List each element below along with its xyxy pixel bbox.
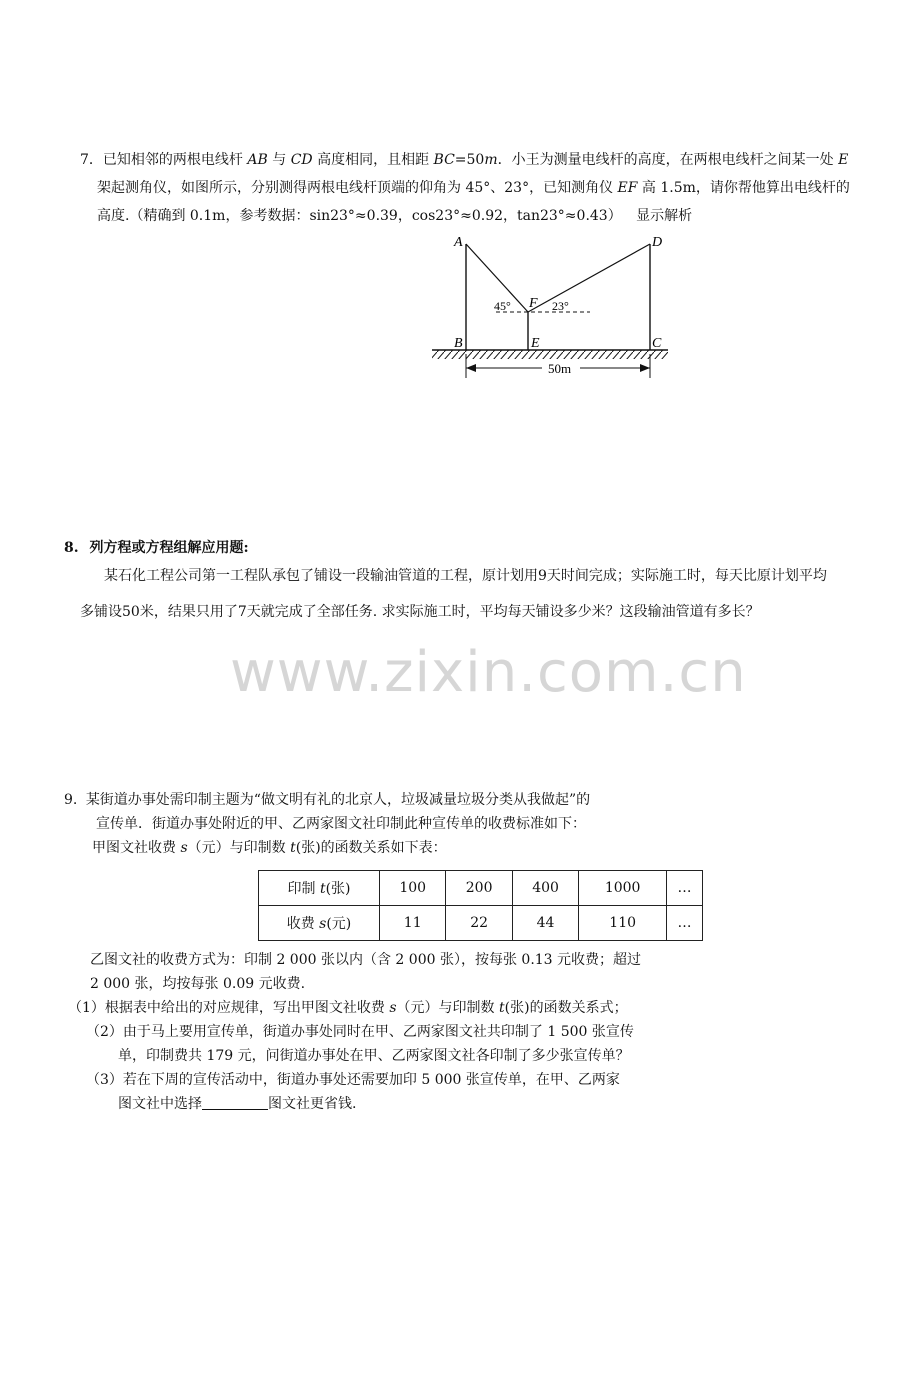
watermark: www.zixin.com.cn [230, 640, 747, 705]
q9-yi-line1: 乙图文社的收费方式为：印制 2 000 张以内（含 2 000 张），按每张 0.13 元收费；超过 [90, 952, 642, 968]
q7-number: 7． [80, 152, 103, 168]
q7-figure [430, 232, 680, 382]
q9-part1: （1）根据表中给出的对应规律，写出甲图文社收费 s（元）与印制数 t(张)的函数关系式； [68, 1000, 628, 1016]
label-d: D [652, 235, 663, 250]
table-cell: 22 [446, 906, 512, 941]
table-cell: 44 [512, 906, 578, 941]
table-header-cell: 收费 s(元) [259, 906, 380, 941]
label-f: F [529, 296, 538, 311]
table-cell: 110 [579, 906, 667, 941]
q9-line2: 宣传单．街道办事处附近的甲、乙两家图文社印制此种宣传单的收费标准如下： [96, 816, 586, 832]
table-cell: 11 [380, 906, 446, 941]
q8-heading [64, 538, 249, 558]
answer-blank[interactable] [202, 1095, 268, 1110]
arrow-left [466, 364, 476, 372]
q9-part3-line2: 图文社中选择 图文社更省钱. [118, 1096, 357, 1112]
table-row [259, 871, 703, 906]
q8-title: 列方程或方程组解应用题: [89, 540, 249, 556]
q9-line1: 9. 某街道办事处需印制主题为“做文明有礼的北京人，垃圾减量垃圾分类从我做起”的 [64, 792, 591, 808]
table-header-cell: 印制 t(张) [259, 871, 380, 906]
table-cell: 1000 [579, 871, 667, 906]
table-cell: 200 [446, 871, 512, 906]
table-cell: 100 [380, 871, 446, 906]
q9-yi-line2: 2 000 张，均按每张 0.09 元收费. [90, 976, 306, 992]
table-cell: 400 [512, 871, 578, 906]
angle-right-label: 23° [552, 299, 569, 313]
q7-line3: 高度.（精确到 0.1m，参考数据：sin23°≈0.39，cos23°≈0.92，tan23°≈0.43） 显示解析 [97, 208, 693, 224]
table-cell: … [667, 906, 703, 941]
q9-line3: 甲图文社收费 s（元）与印制数 t(张)的函数关系如下表： [92, 840, 447, 856]
q9-number: 9. [64, 792, 78, 808]
label-e: E [531, 336, 540, 351]
label-c: C [652, 336, 662, 351]
q9-part2-line1: （2）由于马上要用宣传单，街道办事处同时在甲、乙两家图文社共印制了 1 500 张宣传 [86, 1024, 634, 1040]
table-row [259, 906, 703, 941]
fee-table [258, 870, 703, 941]
q7-line2: 架起测角仪，如图所示，分别测得两根电线杆顶端的仰角为 45°、23°，已知测角仪 EF 高 1.5m，请你帮他算出电线杆的 [97, 180, 850, 196]
show-solution-link[interactable]: 显示解析 [636, 208, 693, 224]
q8-number: 8. [64, 540, 79, 556]
ground-hatch [432, 350, 668, 359]
sight-line-fd [528, 244, 650, 312]
q7-line1: 7．已知相邻的两根电线杆 AB 与 CD 高度相同，且相距 BC=50m．小王为测量电线杆的高度，在两根电线杆之间某一处 E [80, 152, 849, 168]
q8-line1: 某石化工程公司第一工程队承包了铺设一段输油管道的工程，原计划用9天时间完成；实际施工时，每天比原计划平均 [104, 568, 827, 584]
distance-label: 50m [548, 361, 572, 376]
q9-part2-line2: 单，印制费共 179 元，问街道办事处在甲、乙两家图文社各印制了多少张宣传单？ [118, 1048, 630, 1064]
q8-line2: 多铺设50米，结果只用了7天就完成了全部任务. 求实际施工时，平均每天铺设多少米？这段输油管道有多长？ [80, 604, 760, 620]
arrow-right [640, 364, 650, 372]
table-cell: … [667, 871, 703, 906]
q9-part3-line1: （3）若在下周的宣传活动中，街道办事处还需要加印 5 000 张宣传单，在甲、乙两家 [86, 1072, 620, 1088]
angle-left-label: 45° [494, 299, 511, 313]
label-b: B [454, 336, 463, 351]
label-a: A [454, 235, 463, 250]
